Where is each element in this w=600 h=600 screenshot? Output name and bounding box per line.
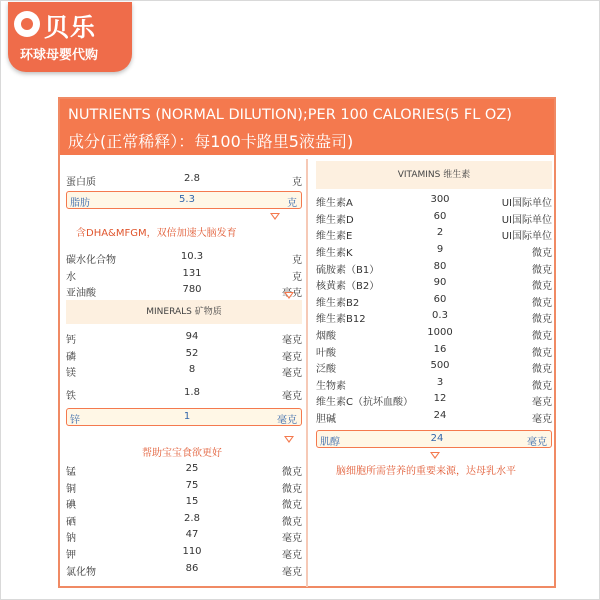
nutrient-value: 94 bbox=[185, 331, 199, 342]
nutrient-name: 维生素D bbox=[316, 215, 354, 226]
nutrient-name: 镁 bbox=[66, 368, 76, 379]
nutrient-name: 氯化物 bbox=[66, 567, 96, 578]
nutrient-name: 泛酸 bbox=[316, 364, 336, 375]
nutrient-row bbox=[316, 192, 552, 208]
nutrient-name: 生物素 bbox=[316, 381, 346, 392]
fat-note: 含DHA&MFGM，双倍加速大脑发育 bbox=[76, 228, 237, 239]
nutrient-unit: 克 bbox=[292, 177, 302, 188]
brand-logo bbox=[8, 2, 132, 72]
nutrient-value: 86 bbox=[185, 563, 199, 574]
nutrient-value: 300 bbox=[430, 194, 450, 205]
header-title-cn: 成分(正常稀释）：每100卡路里5液盎司) bbox=[68, 132, 354, 151]
brand-tagline: 环球母婴代购 bbox=[20, 48, 99, 63]
nutrient-row bbox=[66, 266, 302, 282]
nutrient-row bbox=[316, 275, 552, 291]
nutrient-value: 75 bbox=[185, 480, 199, 491]
nutrient-unit: 毫克 bbox=[282, 352, 302, 363]
nutrient-row bbox=[316, 225, 552, 241]
nutrient-value: 60 bbox=[433, 294, 447, 305]
nutrient-row bbox=[316, 358, 552, 374]
nutrient-value: 5.3 bbox=[179, 194, 195, 205]
nutrient-row bbox=[316, 408, 552, 424]
nutrient-value: 500 bbox=[430, 360, 450, 371]
triangle-down-icon bbox=[284, 436, 294, 443]
nutrient-name: 锌 bbox=[70, 415, 80, 426]
nutrient-row bbox=[66, 329, 302, 345]
triangle-down-icon bbox=[284, 292, 294, 299]
brand-name: 贝乐 bbox=[44, 13, 97, 42]
nutrient-value: 47 bbox=[185, 529, 199, 540]
nutrient-unit: 克 bbox=[287, 198, 297, 209]
nutrient-value: 60 bbox=[433, 211, 447, 222]
nutrient-row bbox=[66, 494, 302, 510]
nutrient-row bbox=[66, 544, 302, 560]
nutrient-unit: 毫克 bbox=[277, 415, 297, 426]
nutrient-name: 铁 bbox=[66, 391, 76, 402]
nutrition-card bbox=[58, 97, 556, 588]
nutrient-unit: 微克 bbox=[532, 298, 552, 309]
nutrient-row bbox=[66, 282, 302, 298]
nutrient-name: 维生素C（抗坏血酸） bbox=[316, 397, 413, 408]
triangle-down-icon bbox=[270, 213, 280, 220]
minerals-section-header: MINERALS 矿物质 bbox=[66, 300, 302, 324]
brand-circle-icon bbox=[14, 11, 40, 37]
nutrient-name: 维生素B12 bbox=[316, 314, 366, 325]
nutrient-row bbox=[66, 171, 302, 187]
nutrient-value: 1000 bbox=[427, 327, 453, 338]
nutrient-unit: 毫克 bbox=[282, 368, 302, 379]
card-header bbox=[60, 99, 554, 155]
nutrient-value: 9 bbox=[436, 244, 444, 255]
zinc-note: 帮助宝宝食欲更好 bbox=[142, 448, 222, 459]
nutrient-value: 80 bbox=[433, 261, 447, 272]
nutrient-row bbox=[316, 375, 552, 391]
nutrient-name: 叶酸 bbox=[316, 348, 336, 359]
nutrient-name: 脂肪 bbox=[70, 198, 90, 209]
nutrient-row bbox=[316, 259, 552, 275]
nutrient-unit: 微克 bbox=[282, 484, 302, 495]
left-column bbox=[62, 157, 304, 588]
nutrient-name: 碳水化合物 bbox=[66, 255, 116, 266]
nutrient-value: 12 bbox=[433, 393, 447, 404]
nutrient-value: 10.3 bbox=[180, 251, 204, 262]
nutrient-unit: 微克 bbox=[532, 364, 552, 375]
nutrient-name: 胆碱 bbox=[316, 414, 336, 425]
nutrient-row bbox=[66, 362, 302, 378]
nutrient-unit: 毫克 bbox=[282, 533, 302, 544]
nutrient-name: 锰 bbox=[66, 467, 76, 478]
nutrient-value: 24 bbox=[430, 433, 444, 444]
nutrient-unit: 毫克 bbox=[527, 437, 547, 448]
nutrient-unit: UI国际单位 bbox=[501, 231, 552, 242]
nutrient-name: 钾 bbox=[66, 550, 76, 561]
nutrient-unit: 毫克 bbox=[282, 391, 302, 402]
nutrient-value: 15 bbox=[185, 496, 199, 507]
nutrient-value: 131 bbox=[182, 268, 202, 279]
nutrient-row bbox=[66, 527, 302, 543]
nutrient-row bbox=[66, 249, 302, 265]
triangle-down-icon bbox=[430, 452, 440, 459]
nutrient-unit: UI国际单位 bbox=[501, 198, 552, 209]
highlight-row-fat bbox=[66, 191, 302, 209]
nutrient-unit: 微克 bbox=[532, 381, 552, 392]
nutrient-value: 24 bbox=[433, 410, 447, 421]
right-column bbox=[312, 157, 554, 588]
inositol-note: 脑细胞所需营养的重要来源，达母乳水平 bbox=[336, 466, 516, 477]
nutrient-unit: 微克 bbox=[282, 517, 302, 528]
nutrient-name: 肌醇 bbox=[320, 437, 340, 448]
nutrient-name: 水 bbox=[66, 272, 76, 283]
nutrient-value: 8 bbox=[188, 364, 196, 375]
nutrient-unit: 克 bbox=[292, 272, 302, 283]
nutrient-unit: 毫克 bbox=[532, 397, 552, 408]
nutrient-name: 磷 bbox=[66, 352, 76, 363]
nutrient-unit: 毫克 bbox=[282, 335, 302, 346]
nutrient-name: 维生素B2 bbox=[316, 298, 360, 309]
nutrient-name: 维生素E bbox=[316, 231, 353, 242]
vitamins-section-header: VITAMINS 维生素 bbox=[316, 161, 552, 189]
nutrient-unit: 微克 bbox=[532, 265, 552, 276]
nutrient-value: 1.8 bbox=[184, 387, 200, 398]
nutrient-unit: 毫克 bbox=[282, 567, 302, 578]
nutrient-value: 0.3 bbox=[432, 310, 448, 321]
column-divider bbox=[306, 159, 308, 587]
nutrient-row bbox=[66, 346, 302, 362]
nutrient-value: 90 bbox=[433, 277, 447, 288]
nutrient-value: 780 bbox=[182, 284, 202, 295]
nutrient-value: 52 bbox=[185, 348, 199, 359]
nutrient-row bbox=[316, 292, 552, 308]
nutrient-name: 碘 bbox=[66, 500, 76, 511]
nutrient-row bbox=[66, 561, 302, 577]
nutrient-row bbox=[316, 242, 552, 258]
nutrient-name: 维生素A bbox=[316, 198, 353, 209]
nutrient-name: 硒 bbox=[66, 517, 76, 528]
nutrient-value: 16 bbox=[433, 344, 447, 355]
nutrient-unit: 毫克 bbox=[532, 414, 552, 425]
nutrient-name: 钠 bbox=[66, 533, 76, 544]
nutrient-value: 2 bbox=[436, 227, 444, 238]
nutrient-unit: UI国际单位 bbox=[501, 215, 552, 226]
nutrient-name: 亚油酸 bbox=[66, 288, 96, 299]
nutrient-unit: 克 bbox=[292, 255, 302, 266]
nutrient-row bbox=[316, 325, 552, 341]
nutrient-unit: 微克 bbox=[282, 467, 302, 478]
nutrient-name: 维生素K bbox=[316, 248, 353, 259]
nutrient-row bbox=[66, 385, 302, 401]
nutrient-row bbox=[66, 478, 302, 494]
header-title-en: NUTRIENTS (NORMAL DILUTION);PER 100 CALORIES(5 FL OZ) bbox=[68, 107, 512, 123]
nutrient-row bbox=[66, 511, 302, 527]
nutrient-row bbox=[316, 308, 552, 324]
nutrient-unit: 微克 bbox=[532, 314, 552, 325]
nutrient-unit: 微克 bbox=[532, 348, 552, 359]
nutrient-row bbox=[66, 461, 302, 477]
nutrient-value: 2.8 bbox=[184, 513, 200, 524]
nutrient-name: 钙 bbox=[66, 335, 76, 346]
nutrient-unit: 微克 bbox=[532, 331, 552, 342]
nutrient-value: 1 bbox=[183, 411, 191, 422]
nutrient-value: 25 bbox=[185, 463, 199, 474]
nutrient-value: 2.8 bbox=[184, 173, 200, 184]
nutrient-name: 铜 bbox=[66, 484, 76, 495]
nutrient-name: 硫胺素（B1） bbox=[316, 265, 380, 276]
nutrient-unit: 毫克 bbox=[282, 288, 302, 299]
nutrient-value: 3 bbox=[436, 377, 444, 388]
highlight-row-inositol bbox=[316, 430, 552, 448]
nutrient-value: 110 bbox=[182, 546, 202, 557]
nutrient-unit: 微克 bbox=[282, 500, 302, 511]
nutrient-row bbox=[316, 342, 552, 358]
nutrient-unit: 微克 bbox=[532, 281, 552, 292]
nutrient-unit: 毫克 bbox=[282, 550, 302, 561]
nutrient-name: 核黄素（B2） bbox=[316, 281, 380, 292]
nutrient-row bbox=[316, 391, 552, 407]
nutrient-name: 烟酸 bbox=[316, 331, 336, 342]
nutrient-row bbox=[316, 209, 552, 225]
nutrient-name: 蛋白质 bbox=[66, 177, 96, 188]
nutrient-unit: 微克 bbox=[532, 248, 552, 259]
highlight-row-zinc bbox=[66, 408, 302, 426]
